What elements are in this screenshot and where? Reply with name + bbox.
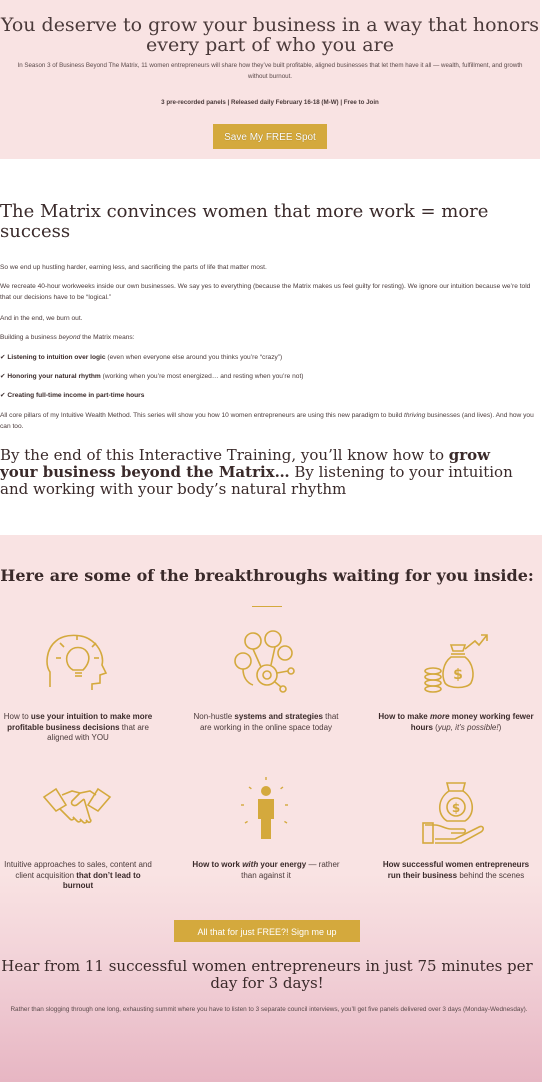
hear-subtext: Rather than slogging through one long, exhausting summit where you have to listen to 3 separate council interviews, you’ll get five panels delivered over 3 days (Monday-Wednesday). — [10, 1006, 528, 1013]
breakthrough-caption-intuition: How to use your intuition to make more profitable business decisions that are aligned with YOU — [3, 712, 153, 742]
breakthrough-caption-energy: How to work with your energy — rather than against it — [192, 860, 340, 880]
intuition-head-icon — [42, 627, 112, 697]
save-free-spot-button[interactable]: Save My FREE Spot — [213, 124, 327, 149]
breakthroughs-title: Here are some of the breakthroughs waiting for you inside: — [0, 566, 534, 585]
handshake-icon — [42, 775, 112, 845]
systems-gears-icon — [231, 627, 301, 697]
gold-divider — [252, 606, 282, 607]
hero-meta: 3 pre-recorded panels | Released daily February 16-18 (M-W) | Free to Join — [161, 99, 379, 106]
checklist-item-rhythm: ✔ Honoring your natural rhythm (working when you’re most energized… and resting when you’re not) — [0, 373, 304, 380]
breakthrough-caption-systems: Non-hustle systems and strategies that are working in the online space today — [193, 712, 339, 732]
breakthrough-caption-scenes: How successful women entrepreneurs run their business behind the scenes — [382, 860, 530, 880]
money-hand-icon — [421, 775, 491, 845]
check-icon: ✔ — [0, 392, 6, 399]
matrix-paragraph-5: All core pillars of my Intuitive Wealth Method. This series will show you how 10 women entrepreneurs are using this new paradigm to build thriving businesses (and lives). And how you can too. — [0, 412, 534, 430]
matrix-title: The Matrix convinces women that more work = more success — [0, 201, 489, 242]
matrix-paragraph-4: Building a business beyond the Matrix means: — [0, 334, 135, 341]
svg-text:$: $ — [451, 801, 461, 815]
matrix-paragraph-1: So we end up hustling harder, earning less, and sacrificing the parts of life that matter most. — [0, 264, 267, 271]
check-icon: ✔ — [0, 373, 6, 380]
matrix-paragraph-3: And in the end, we burn out. — [0, 315, 83, 322]
checklist-item-income: ✔ Creating full-time income in part-time hours — [0, 392, 145, 399]
breakthrough-caption-money: How to make more money working fewer hours (yup, it’s possible!) — [378, 712, 534, 732]
hero-subtext: In Season 3 of Business Beyond The Matrix, 11 women entrepreneurs will share how they’ve built profitable, aligned businesses that let them have it all — wealth, fulfillment, and growth without burnout. — [17, 62, 523, 80]
hear-title: Hear from 11 successful women entrepreneurs in just 75 minutes per day for 3 days! — [1, 957, 533, 992]
check-icon: ✔ — [0, 354, 6, 361]
sign-me-up-button[interactable]: All that for just FREE?! Sign me up — [174, 920, 360, 942]
outcome-statement: By the end of this Interactive Training, you’ll know how to grow your business beyond the Matrix… By listening to your intuition and working with your body’s natural rhythm — [0, 446, 513, 498]
hero-section — [0, 0, 540, 159]
money-bag-growth-icon — [421, 627, 491, 697]
breakthrough-caption-sales: Intuitive approaches to sales, content and client acquisition that don’t lead to burnout — [4, 860, 152, 890]
matrix-paragraph-2: We recreate 40-hour workweeks inside our own businesses. We say yes to everything (because the Matrix makes us feel guilty for resting). We ignore our intuition because we’re told that our decisions have to be “logical.” — [0, 283, 531, 301]
energy-person-icon — [231, 775, 301, 845]
hero-headline: You deserve to grow your business in a way that honors every part of who you are — [0, 14, 540, 56]
svg-text:$: $ — [453, 667, 463, 683]
checklist-item-intuition: ✔ Listening to intuition over logic (even when everyone else around you thinks you’re “crazy”) — [0, 354, 283, 361]
